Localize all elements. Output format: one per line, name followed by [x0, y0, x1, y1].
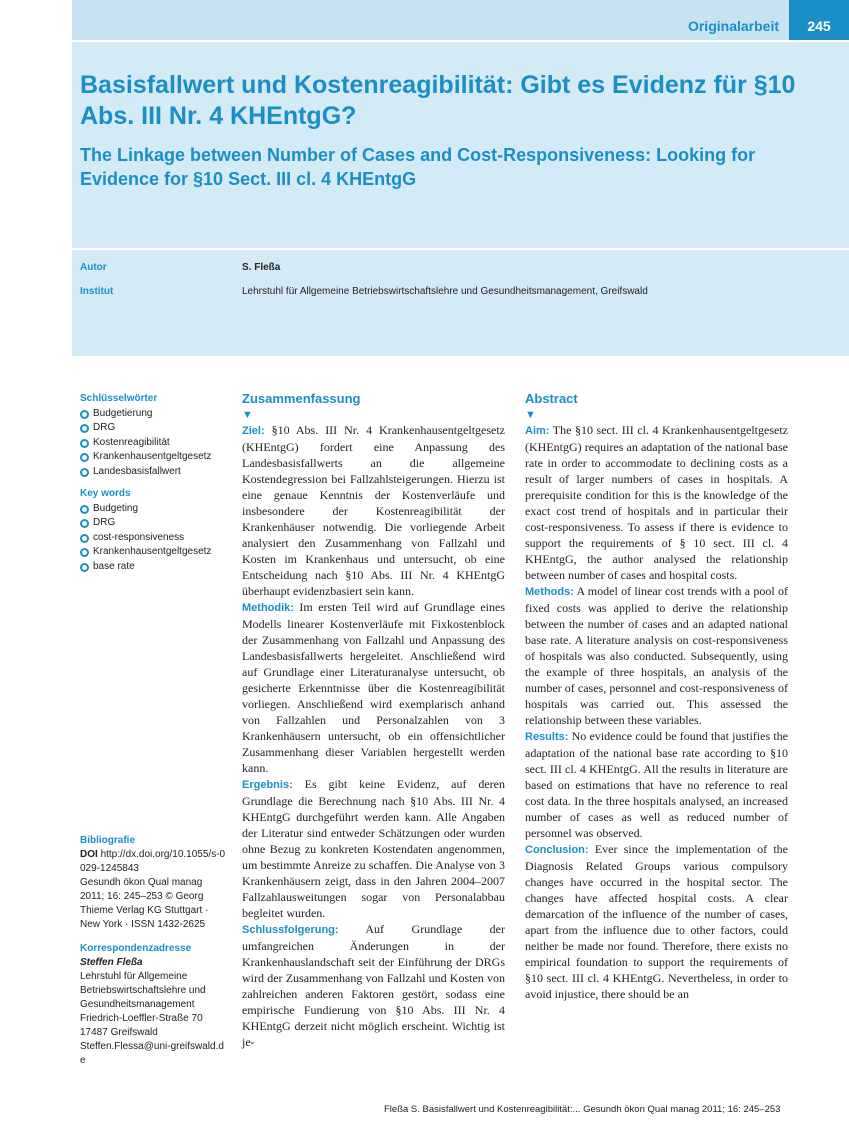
- title-german: Basisfallwert und Kostenreagibilität: Gibt es Evidenz für §10 Abs. III Nr. 4 KHEntgG?: [80, 71, 796, 130]
- page-number: 245: [789, 0, 849, 40]
- bullet-icon: [80, 563, 89, 572]
- keyword-item: [80, 436, 230, 451]
- section-label: Originalarbeit: [687, 18, 779, 34]
- keyword-item: [80, 545, 230, 560]
- methods-text: Im ersten Teil wird auf Grundlage eines Modells linearer Kostenverläufe mit Fixkostenblock der Zusammenhang von Fallzahl und Anpassung des Landesbasisfallwerts hergeleitet. Anschließend wird auf Grundlage einer Literaturanalyse untersucht, ob gesicherte Erkenntnisse über die Kostenreagibilität vorliegen. Anschließend wird exemplarisch anhand von Fallzahlen und Personalzahlen von 3 Krankenhäusern untersucht, ob ein offensichtlicher Zusammenhang dieser Variablen hergestellt werden kann.: [242, 600, 505, 775]
- keyword-label: Landesbasisfallwert: [93, 465, 181, 477]
- keywords-en-list: [80, 502, 230, 575]
- abstract-de-aim: [242, 422, 505, 599]
- conclusion-label: Conclusion:: [525, 844, 589, 856]
- title-block: [72, 42, 849, 248]
- triangle-down-icon: ▼: [242, 409, 253, 421]
- triangle-down-icon: ▼: [525, 409, 536, 421]
- bibliography-heading: Bibliografie: [80, 835, 136, 846]
- keyword-label: base rate: [93, 560, 135, 572]
- conclusion-text: Ever since the implementation of the Diagnosis Related Groups various compulsory changes have occurred in the hospital sector. The changes have affected hospital costs. A clear demarcation of the influence of the number of cases, apart from the influence due to other factors, could neither be made nor found. Therefore, there exists no empirical foundation to support the requirements of §10 sect. III cl. 4 KHEntgG. Nevertheless, in order to avoid injustice, there should be an: [525, 842, 788, 1001]
- aim-label: Ziel:: [242, 425, 265, 437]
- correspondence-heading: Korrespondenzadresse: [80, 943, 192, 954]
- keywords-en-heading: Key words: [80, 488, 131, 499]
- keyword-label: DRG: [93, 517, 116, 528]
- abstract-en-heading: Abstract: [525, 391, 578, 406]
- top-bar: [72, 0, 849, 40]
- correspondence-city: 17487 Greifswald: [80, 1027, 158, 1038]
- keyword-label: Kostenreagibilität: [93, 436, 170, 448]
- methods-label: Methodik:: [242, 602, 294, 614]
- methods-label: Methods:: [525, 586, 574, 598]
- bullet-icon: [80, 468, 89, 477]
- bullet-icon: [80, 534, 89, 543]
- aim-label: Aim:: [525, 425, 550, 437]
- page-footer: Fleßa S. Basisfallwert und Kostenreagibilität:... Gesundh ökon Qual manag 2011; 16: 245–253: [384, 1104, 781, 1115]
- bullet-icon: [80, 548, 89, 557]
- correspondence-org: Lehrstuhl für Allgemeine Betriebswirtschaftslehre und Gesundheitsmanagement: [80, 971, 206, 1010]
- keyword-item: [80, 450, 230, 465]
- doi-line: [80, 848, 228, 876]
- correspondence-name: Steffen Fleßa: [80, 957, 143, 968]
- keyword-label: cost-responsiveness: [93, 531, 185, 543]
- author-block: [72, 250, 849, 356]
- keyword-label: DRG: [93, 422, 116, 433]
- keyword-item: [80, 560, 230, 575]
- abstract-en-methods: [525, 583, 788, 728]
- results-text: Es gibt keine Evidenz, auf deren Grundlage die Berechnung nach §10 Abs. III Nr. 4 KHEntgG durchgeführt werden kann. Alle Angaben der Literatur sind entweder Schätzungen oder wurden ohne Bezug zu konkreten Kostendaten angenommen, um bestimmte Anreize zu schaffen. Die Analyse von 3 Krankenhäusern zeigt, dass in den Jahren 2004–2007 Fallzahlausweitungen sogar von Personalabbau begleitet wurden.: [242, 777, 505, 920]
- bibliography-block: [80, 834, 228, 932]
- author-label: Autor: [80, 262, 107, 273]
- bullet-icon: [80, 439, 89, 448]
- bullet-icon: [80, 519, 89, 528]
- keywords-sidebar: [80, 392, 230, 582]
- doi-link[interactable]: http://dx.doi.org/10.1055/s-0029-1245843: [80, 849, 226, 874]
- results-label: Ergebnis:: [242, 779, 293, 791]
- methods-text: A model of linear cost trends with a pool of fixed costs was applied to derive the relationship between the number of cases and an adapted national base rate. A literature analysis on cost-responsiveness of hospitals was also conducted. Subsequently, using the example of three hospitals, an analysis of the number of cases, personnel and cost-responsiveness of hospitals was carried out. This assessed the relationship between these variables.: [525, 584, 788, 727]
- abstract-en-conclusion: [525, 841, 788, 1002]
- bullet-icon: [80, 424, 89, 433]
- abstract-de-conclusion: [242, 921, 505, 1050]
- results-text: No evidence could be found that justifies the adaptation of the national base rate according to §10 sect. III cl. 4 KHEntgG. All the results in literature are based on estimations that have no reference to real cost data. In the three hospitals analysed, an increased number of cases as well as reduced number of personnel was observed.: [525, 729, 788, 840]
- keyword-item: [80, 502, 230, 517]
- institute-name: Lehrstuhl für Allgemeine Betriebswirtschaftslehre und Gesundheitsmanagement, Greifswald: [242, 286, 648, 297]
- keyword-item: [80, 516, 230, 531]
- journal-info: Gesundh ökon Qual manag 2011; 16: 245–253 © Georg Thieme Verlag KG Stuttgart · New York · ISSN 1432-2625: [80, 877, 209, 930]
- bullet-icon: [80, 410, 89, 419]
- keyword-item: [80, 407, 230, 422]
- keywords-de-heading: Schlüsselwörter: [80, 393, 158, 404]
- bullet-icon: [80, 453, 89, 462]
- correspondence-block: [80, 942, 228, 1068]
- abstract-de-methods: [242, 599, 505, 776]
- correspondence-email[interactable]: Steffen.Flessa@uni-greifswald.de: [80, 1041, 224, 1066]
- conclusion-label: Schlussfolgerung:: [242, 924, 339, 936]
- results-label: Results:: [525, 731, 569, 743]
- abstract-de-heading: Zusammenfassung: [242, 391, 361, 406]
- keywords-de-list: [80, 407, 230, 480]
- keyword-label: Budgetierung: [93, 407, 153, 419]
- keyword-item: [80, 421, 230, 436]
- keyword-label: Krankenhausentgeltgesetz: [93, 451, 212, 462]
- conclusion-text: Auf Grundlage der umfangreichen Änderungen in der Krankenhauslandschaft seit der Einführung der DRGs wird der Zusammenhang von Fallzahl und Kosten von zahlreichen anderen Faktoren gestört, sodass eine empirische Fundierung von §10 Abs. III Nr. 4 KHEntgG derzeit nicht möglich erscheint. Wichtig ist je-: [242, 922, 505, 1049]
- keyword-label: Krankenhausentgeltgesetz: [93, 546, 212, 557]
- abstract-en-aim: [525, 422, 788, 583]
- abstract-en-results: [525, 728, 788, 841]
- title-english: The Linkage between Number of Cases and Cost-Responsiveness: Looking for Evidence for §10 Sect. III cl. 4 KHEntgG: [80, 145, 756, 189]
- bullet-icon: [80, 505, 89, 514]
- doi-label: DOI: [80, 849, 98, 860]
- institute-label: Institut: [80, 286, 114, 297]
- abstract-german: [242, 390, 505, 1050]
- correspondence-street: Friedrich-Loeffler-Straße 70: [80, 1013, 203, 1024]
- keyword-item: [80, 531, 230, 546]
- abstract-de-results: [242, 776, 505, 921]
- abstract-english: [525, 390, 788, 1002]
- keyword-item: [80, 465, 230, 480]
- author-name: S. Fleßa: [242, 262, 281, 273]
- keyword-label: Budgeting: [93, 502, 139, 514]
- aim-text: The §10 sect. III cl. 4 Krankenhausentgeltgesetz (KHEntgG) requires an adaptation of the national base rate in order to accommodate to declining costs as a result of larger numbers of cases in hospitals. A prerequisite condition for this is the knowledge of the exact cost trend of hospitals and in particular their cost-responsiveness. To assess if there is evidence to support the requirements of § 10 sect. III cl. 4 KHEntgG, the author analysed the relationship between number of cases and hospital costs.: [525, 423, 788, 582]
- aim-text: §10 Abs. III Nr. 4 Krankenhausentgeltgesetz (KHEntgG) fordert eine Anpassung des Landesbasisfallwerts an die allgemeine Kostendegression bei Fallzahlsteigerungen. Hierzu ist eine genaue Kenntnis der Kostenverläufe und insbesondere der Kostenreagibilität der Krankenhäuser notwendig. Die vorliegende Arbeit analysiert den Zusammenhang von Fallzahl und Kosten im Krankenhaus und untersucht, ob eine Entscheidung nach §10 Abs. III Nr. 4 KHEntgG überhaupt evidenzbasiert sein kann.: [242, 423, 506, 598]
